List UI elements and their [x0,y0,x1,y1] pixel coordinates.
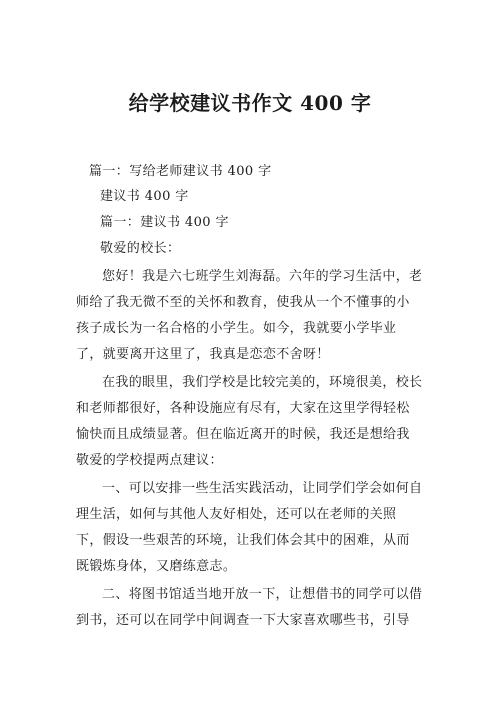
heading-line: 篇一：写给老师建议书 400 字 [89,164,272,179]
paragraph-line: 二、将图书馆适当地开放一下，让想借书的同学可以借 [102,587,423,602]
heading-line: 篇一：建议书 400 字 [100,215,229,230]
paragraph-line: 了，就要离开这里了，我真是恋恋不舍呀！ [76,347,330,362]
paragraph-line: 您好！我是六七班学生刘海磊。六年的学习生活中，老 [102,269,423,284]
paragraph-line: 既锻炼身体，又磨练意志。 [76,559,237,574]
paragraph-line: 师给了我无微不至的关怀和教育，使我从一个不懂事的小 [76,295,410,310]
paragraph-line: 理生活，如何与其他人友好相处，还可以在老师的关照 [76,507,397,522]
paragraph-line: 在我的眼里，我们学校是比较完美的，环境很美，校长 [102,375,423,390]
document-title: 给学校建议书作文 400 字 [128,91,372,115]
heading-line: 建议书 400 字 [100,189,189,204]
paragraph-line: 敬爱的学校提两点建议： [76,453,223,468]
paragraph-line: 愉快而且成绩显著。但在临近离开的时候，我还是想给我 [76,427,410,442]
paragraph-line: 一、可以安排一些生活实践活动，让同学们学会如何自 [102,481,423,496]
greeting-line: 敬爱的校长： [100,241,181,256]
paragraph-line: 到书，还可以在同学中间调查一下大家喜欢哪些书，引导 [76,613,410,628]
paragraph-line: 下，假设一些艰苦的环境，让我们体会其中的困难，从而 [76,533,410,548]
paragraph-line: 孩子成长为一名合格的小学生。如今，我就要小学毕业 [76,321,397,336]
paragraph-line: 和老师都很好，各种设施应有尽有，大家在这里学得轻松 [76,401,410,416]
